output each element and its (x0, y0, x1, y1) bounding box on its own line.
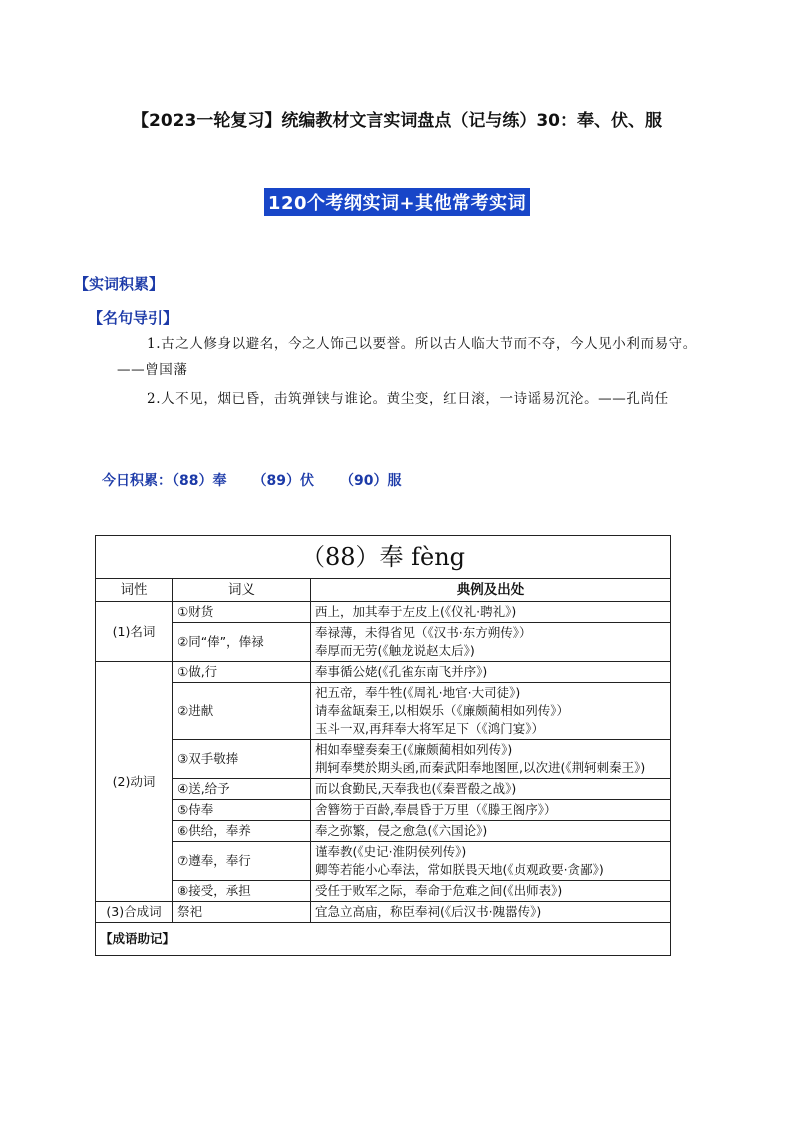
section-heading-accumulation: 【实词积累】 (74, 275, 165, 293)
banner-wrap (0, 188, 794, 216)
example-cell (311, 662, 671, 683)
column-header: 典例及出处 (311, 579, 671, 602)
example-cell (311, 602, 671, 623)
example-line: 荆轲奉樊於期头函,而秦武阳奉地图匣,以次进(《荆轲刺秦王》) (315, 760, 646, 775)
today-item: （88）奉 (172, 473, 227, 489)
example-line: 受任于败军之际，奉命于危难之间(《出师表》) (315, 883, 563, 898)
example-cell (311, 881, 671, 902)
table-row (96, 881, 671, 902)
example-cell (311, 779, 671, 800)
meaning-cell: ⑤侍奉 (173, 800, 311, 821)
example-line: 请奉盆缻秦王,以相娱乐（《廉颇蔺相如列传》） (315, 703, 569, 718)
column-header: 词义 (173, 579, 311, 602)
meaning-cell: ④送,给予 (173, 779, 311, 800)
today-accumulation (102, 470, 427, 490)
today-item: （89）伏 (252, 473, 314, 489)
example-cell (311, 800, 671, 821)
meaning-cell: ②同“俸”，俸禄 (173, 623, 311, 662)
table-row (96, 800, 671, 821)
table-row (96, 779, 671, 800)
example-line: 奉禄薄，未得省见（《汉书·东方朔传》） (315, 625, 532, 640)
mnemonic-label: 【成语助记】 (96, 923, 671, 956)
example-line: 奉事循公姥(《孔雀东南飞并序》) (315, 664, 488, 679)
table-row (96, 842, 671, 881)
mnemonic-row (96, 923, 671, 956)
table-row (96, 902, 671, 923)
example-line: 祀五帝，奉牛牲(《周礼·地官·大司徒》) (315, 685, 521, 700)
meaning-cell: ⑥供给，奉养 (173, 821, 311, 842)
section-heading-quotes: 【名句导引】 (88, 309, 179, 327)
head-word: （88）奉 fèng (96, 536, 671, 579)
example-line: 宜急立高庙，称臣奉祠(《后汉书·隗嚣传》) (315, 904, 542, 919)
banner: 120个考纲实词+其他常考实词 (264, 188, 530, 216)
example-cell (311, 902, 671, 923)
example-line: 奉厚而无劳(《触龙说赵太后》) (315, 643, 475, 658)
table-row (96, 662, 671, 683)
today-item: （90）服 (339, 473, 402, 489)
example-line: 玉斗一双,再拜奉大将军足下（《鸿门宴》） (315, 721, 544, 736)
example-line: 舍簪笏于百龄,奉晨昏于万里（《滕王阁序》） (315, 802, 557, 817)
example-cell (311, 842, 671, 881)
document-title: 【2023一轮复习】统编教材文言实词盘点（记与练）30：奉、伏、服 (132, 111, 662, 131)
example-cell (311, 683, 671, 740)
example-cell (311, 740, 671, 779)
part-of-speech-cell: (1)名词 (96, 602, 173, 662)
table-row (96, 683, 671, 740)
meaning-cell: ①财货 (173, 602, 311, 623)
meaning-cell: 祭祀 (173, 902, 311, 923)
example-line: 卿等若能小心奉法，常如朕畏天地(《贞观政要·贪鄙》) (315, 862, 604, 877)
meaning-cell: ①做,行 (173, 662, 311, 683)
today-label: 今日积累： (102, 473, 172, 489)
part-of-speech-cell: (3)合成词 (96, 902, 173, 923)
vocab-table (95, 535, 671, 956)
part-of-speech-cell: (2)动词 (96, 662, 173, 902)
meaning-cell: ③双手敬捧 (173, 740, 311, 779)
quote-2: 2.人不见，烟已昏，击筑弹铗与谁论。黄尘变，红日滚，一诗谣易沉沦。——孔尚任 (147, 391, 669, 407)
example-line: 奉之弥繁，侵之愈急(《六国论》) (315, 823, 488, 838)
meaning-cell: ②进献 (173, 683, 311, 740)
table-row (96, 602, 671, 623)
table-row (96, 821, 671, 842)
meaning-cell: ⑦遵奉，奉行 (173, 842, 311, 881)
column-header: 词性 (96, 579, 173, 602)
table-row (96, 623, 671, 662)
example-line: 谨奉教(《史记·淮阴侯列传》) (315, 844, 467, 859)
example-cell (311, 821, 671, 842)
example-line: 西上，加其奉于左皮上(《仪礼·聘礼》) (315, 604, 517, 619)
example-line: 而以食勤民,天奉我也(《秦晋殽之战》) (315, 781, 517, 796)
example-cell (311, 623, 671, 662)
example-line: 相如奉璧奏秦王(《廉颇蔺相如列传》) (315, 742, 513, 757)
quote-1: 1.古之人修身以避名，今之人饰己以要誉。所以古人临大节而不夺，今人见小利而易守。——曾国藩 (117, 336, 697, 378)
meaning-cell: ⑧接受，承担 (173, 881, 311, 902)
table-row (96, 740, 671, 779)
